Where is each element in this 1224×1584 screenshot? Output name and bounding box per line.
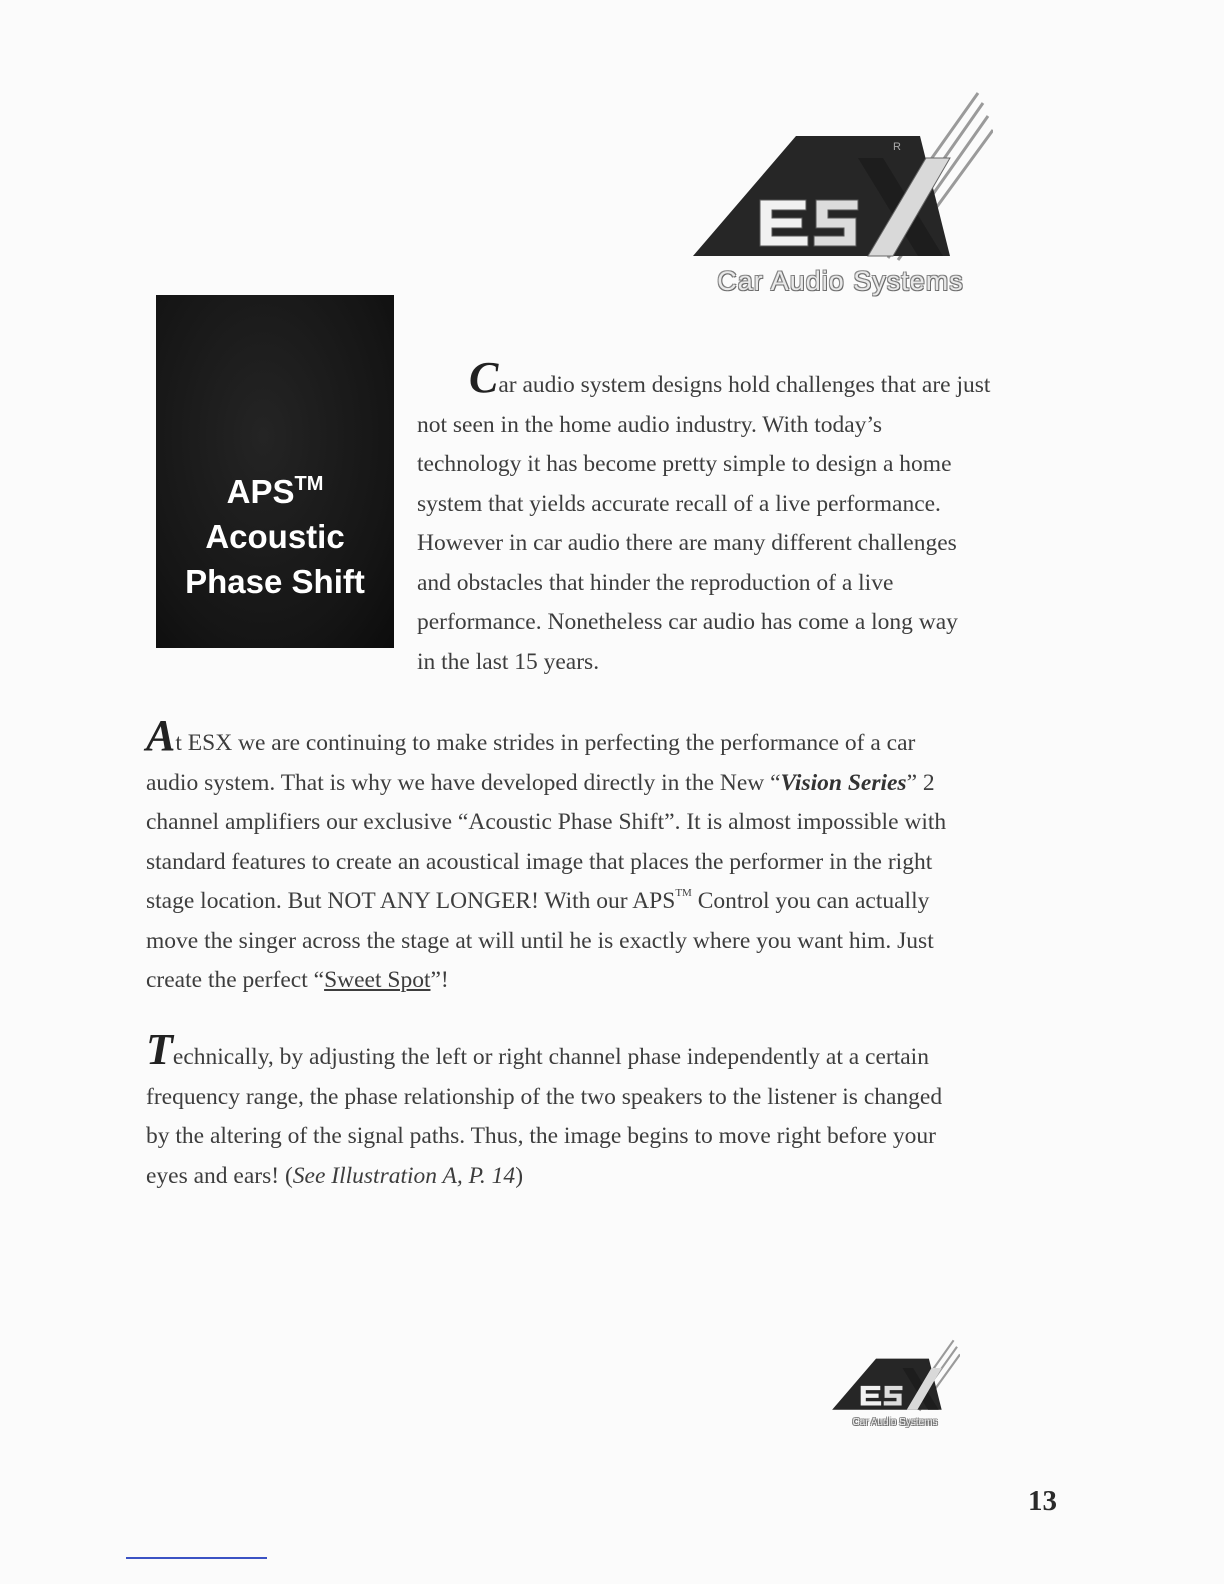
line-text: audio system. That is why we have developed directly in the New “ (146, 769, 781, 796)
logo-caption: Car Audio Systems (717, 266, 964, 296)
esx-logo-small (830, 1338, 960, 1430)
text-line (146, 882, 1076, 922)
text-line: However in car audio there are many different challenges (417, 530, 957, 556)
line-text: ” 2 (906, 769, 935, 796)
footer-rule (126, 1557, 267, 1559)
aps-title-box (156, 295, 394, 648)
line-text: eyes and ears! ( (146, 1162, 293, 1189)
line-text: echnically, by adjusting the left or right channel phase independently at a certain (172, 1044, 929, 1070)
esx-aps-paragraph (146, 711, 1076, 1001)
text-line: performance. Nonetheless car audio has come a long way (417, 609, 958, 635)
text-line: system that yields accurate recall of a live performance. (417, 490, 941, 517)
drop-cap: T (146, 1025, 173, 1074)
text-line: move the singer across the stage at will until he is exactly where you want him. Just (146, 927, 934, 954)
line-text: ar audio system designs hold challenges that are just (498, 372, 991, 398)
page-number: 13 (1028, 1485, 1057, 1517)
sweet-spot-underlined: Sweet Spot (324, 967, 431, 993)
text-line (146, 1025, 1076, 1078)
text-line: in the last 15 years. (417, 648, 600, 675)
text-line: frequency range, the phase relationship of the two speakers to the listener is changed (146, 1083, 943, 1110)
logo-caption: Car Audio Systems (852, 1417, 938, 1428)
text-line: by the altering of the signal paths. Thus, the image begins to move right before your (146, 1123, 936, 1149)
text-line (417, 353, 1077, 406)
trademark-sup: TM (675, 887, 692, 899)
intro-paragraph (417, 353, 1077, 682)
text-line: and obstacles that hinder the reproduction of a live (417, 569, 894, 596)
text-line: channel amplifiers our exclusive “Acoustic Phase Shift”. It is almost impossible with (146, 809, 947, 835)
line-text: create the perfect “ (146, 967, 325, 993)
acoustic-line: Acoustic (205, 518, 345, 555)
text-line: not seen in the home audio industry. With today’s (417, 411, 883, 438)
line-text: Control you can actually (691, 888, 930, 914)
line-text: t ESX we are continuing to make strides in perfecting the performance of a car (175, 730, 916, 756)
trademark-sup: TM (294, 473, 324, 495)
text-line (146, 961, 1076, 1001)
vision-series-name: Vision Series (780, 769, 907, 796)
technical-paragraph (146, 1025, 1076, 1196)
aps-title-text: APS (226, 473, 295, 510)
drop-cap: A (146, 711, 176, 760)
drop-cap: C (469, 353, 499, 402)
esx-logo-large (688, 88, 993, 303)
text-line: technology it has become pretty simple to design a home (417, 451, 952, 477)
illustration-reference: See Illustration A, P. 14 (292, 1162, 516, 1189)
text-line: standard features to create an acoustical image that places the performer in the right (146, 848, 933, 875)
text-line (146, 711, 1076, 764)
aps-title-line (156, 469, 394, 514)
phase-shift-line: Phase Shift (185, 563, 365, 600)
line-text: ”! (430, 967, 449, 993)
text-line (146, 764, 1076, 804)
line-text: ) (515, 1162, 524, 1189)
registered-mark: R (893, 141, 901, 153)
text-line (146, 1157, 1076, 1197)
line-text: stage location. But NOT ANY LONGER! With our APS (146, 888, 676, 914)
